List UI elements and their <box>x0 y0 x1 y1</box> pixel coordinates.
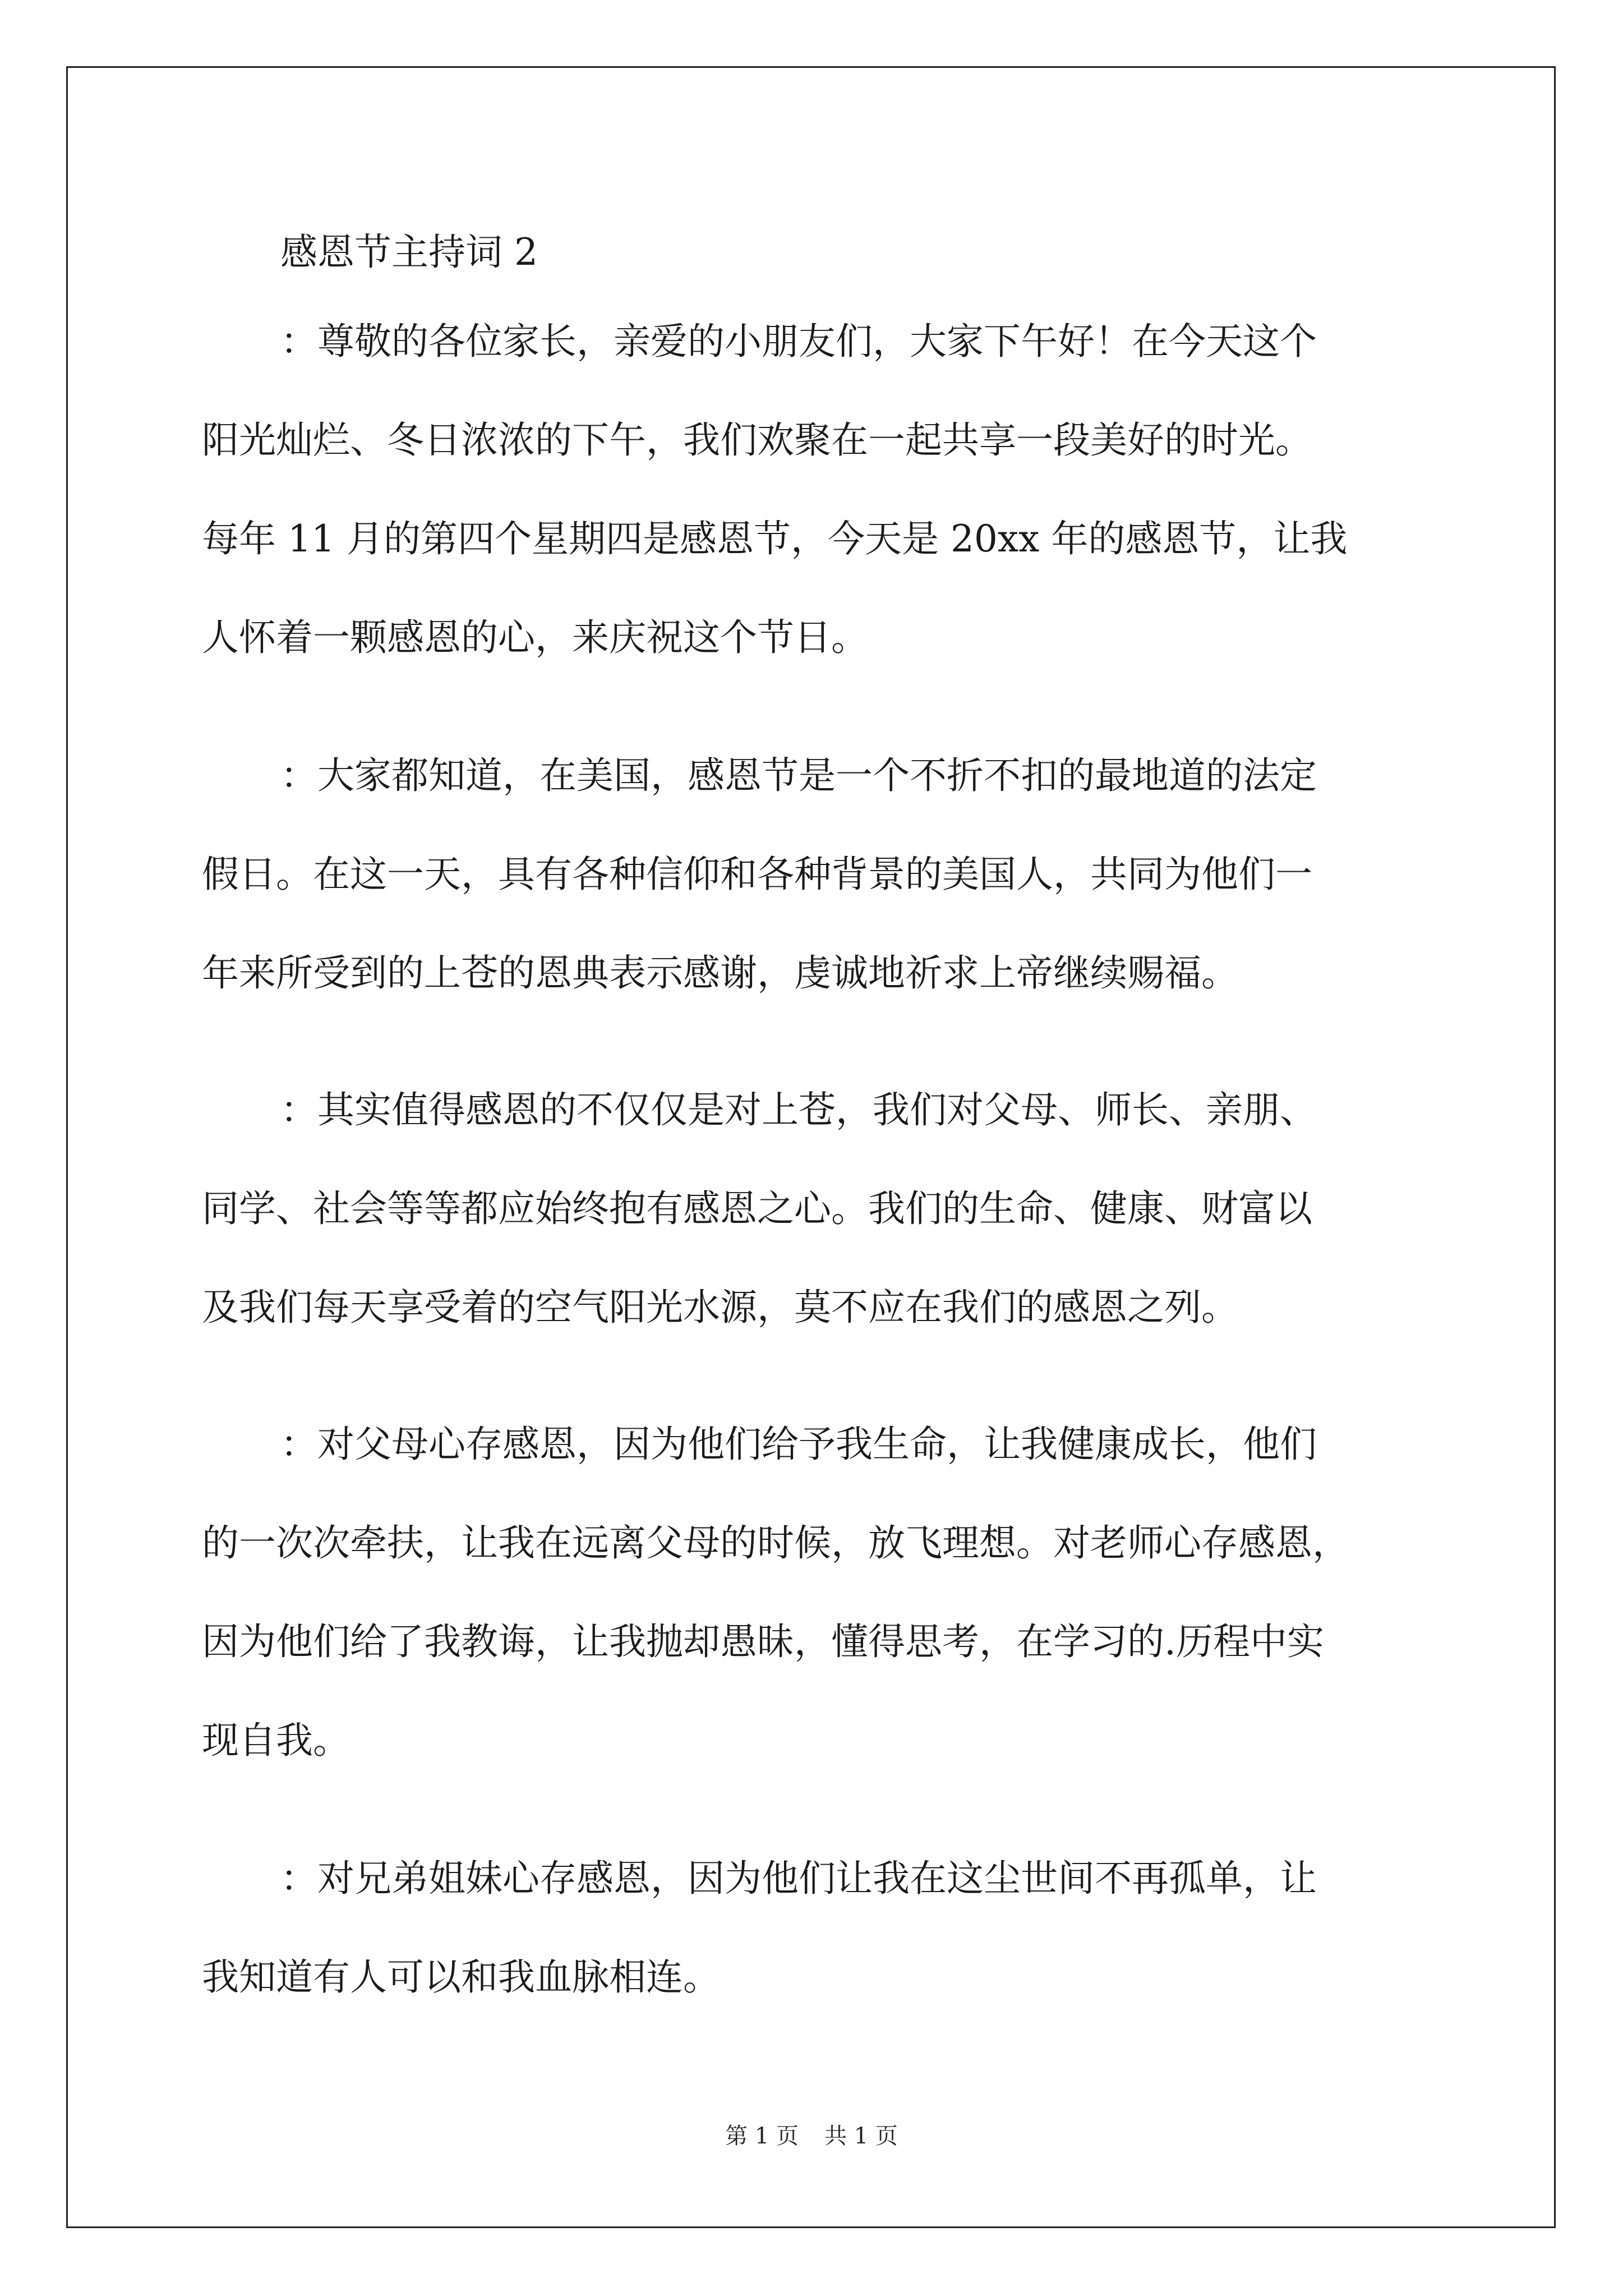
paragraph-4 <box>202 1420 1458 1815</box>
paragraph-1 <box>202 317 1458 712</box>
document-title: 感恩节主持词 2 <box>280 231 538 274</box>
paragraph-line: ：大家都知道，在美国，感恩节是一个不折不扣的最地道的法定 <box>280 754 1317 797</box>
paragraph-line: 阳光灿烂、冬日浓浓的下午，我们欢聚在一起共享一段美好的时光。 <box>202 418 1312 462</box>
paragraph-line: 假日。在这一天，具有各种信仰和各种背景的美国人，共同为他们一 <box>202 853 1312 896</box>
paragraph-5 <box>202 1854 1458 2051</box>
paragraph-line: ：对兄弟姐妹心存感恩，因为他们让我在这尘世间不再孤单，让 <box>280 1857 1317 1900</box>
paragraph-3 <box>202 1085 1458 1382</box>
paragraph-line: 的一次次牵扶，让我在远离父母的时候，放飞理想。对老师心存感恩， <box>202 1521 1349 1565</box>
paragraph-line: 现自我。 <box>202 1719 350 1762</box>
paragraph-line: ：对父母心存感恩，因为他们给予我生命，让我健康成长，他们 <box>280 1423 1317 1466</box>
page-footer <box>0 2119 1623 2153</box>
page-number: 第 1 页 <box>725 2123 799 2149</box>
paragraph-line: 人怀着一颗感恩的心，来庆祝这个节日。 <box>202 616 868 659</box>
paragraph-line: 年来所受到的上苍的恩典表示感谢，虔诚地祈求上帝继续赐福。 <box>202 951 1238 995</box>
paragraph-line: 同学、社会等等都应始终抱有感恩之心。我们的生命、健康、财富以 <box>202 1187 1312 1230</box>
paragraph-line: 因为他们给了我教诲，让我抛却愚昧，懂得思考，在学习的.历程中实 <box>202 1620 1324 1663</box>
paragraph-line: ：其实值得感恩的不仅仅是对上苍，我们对父母、师长、亲朋、 <box>280 1088 1317 1131</box>
paragraph-line: 我知道有人可以和我血脉相连。 <box>202 1955 720 1999</box>
paragraph-line: 及我们每天享受着的空气阳光水源，莫不应在我们的感恩之列。 <box>202 1286 1238 1329</box>
paragraph-2 <box>202 751 1458 1047</box>
paragraph-line: ：尊敬的各位家长，亲爱的小朋友们，大家下午好！在今天这个 <box>280 320 1317 363</box>
page-total: 共 1 页 <box>824 2123 898 2149</box>
paragraph-line: 每年 11 月的第四个星期四是感恩节，今天是 20xx 年的感恩节，让我 <box>202 517 1348 560</box>
